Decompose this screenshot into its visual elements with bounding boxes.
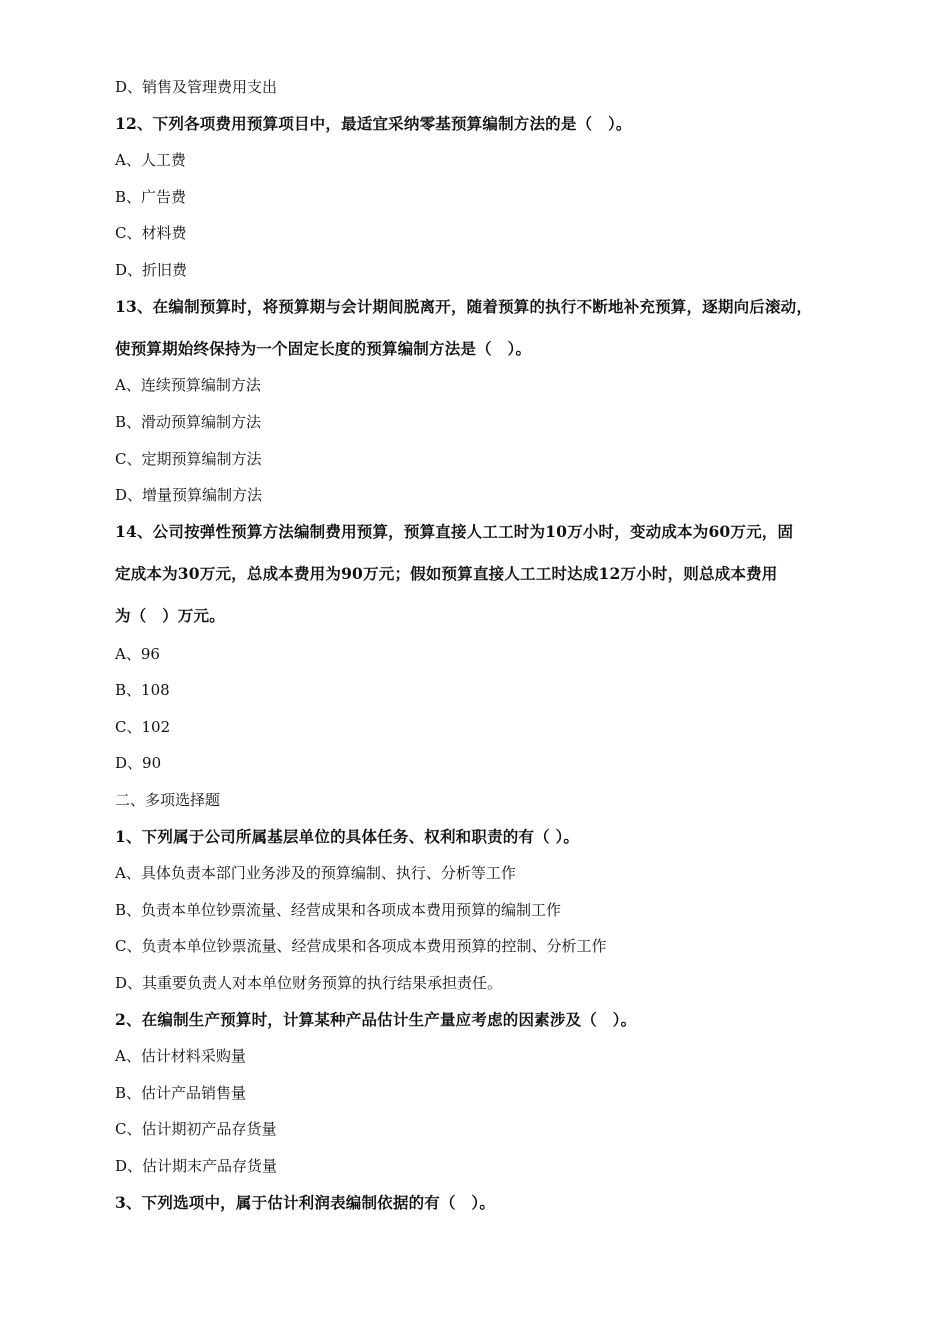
option-line: C、材料费: [115, 224, 187, 242]
option-line: C、估计期初产品存货量: [115, 1120, 277, 1138]
option-line: C、102: [115, 718, 171, 736]
option-line: C、负责本单位钞票流量、经营成果和各项成本费用预算的控制、分析工作: [115, 937, 607, 955]
question-line: 3、下列选项中，属于估计利润表编制依据的有（ ）。: [115, 1193, 496, 1212]
option-line: A、连续预算编制方法: [115, 376, 261, 394]
option-line: D、折旧费: [115, 261, 188, 279]
section-heading: 二、多项选择题: [115, 791, 221, 809]
option-line: B、滑动预算编制方法: [115, 413, 262, 431]
option-line: D、增量预算编制方法: [115, 486, 263, 504]
option-line: D、估计期末产品存货量: [115, 1157, 278, 1175]
option-line: D、90: [115, 754, 162, 772]
option-line: B、广告费: [115, 188, 187, 206]
question-line: 13、在编制预算时，将预算期与会计期间脱离开，随着预算的执行不断地补充预算，逐期向后滚动，: [115, 297, 813, 316]
option-line: B、估计产品销售量: [115, 1084, 247, 1102]
option-line: A、人工费: [115, 151, 186, 169]
question-line: 使预算期始终保持为一个固定长度的预算编制方法是（ ）。: [115, 339, 532, 358]
option-line: C、定期预算编制方法: [115, 450, 262, 468]
question-line: 2、在编制生产预算时，计算某种产品估计生产量应考虑的因素涉及（ ）。: [115, 1010, 637, 1029]
option-line: A、估计材料采购量: [115, 1047, 246, 1065]
question-line: 为（ ）万元。: [115, 606, 225, 625]
question-line: 14、公司按弹性预算方法编制费用预算，预算直接人工工时为10万小时，变动成本为60万元，固: [115, 522, 794, 541]
option-line: B、负责本单位钞票流量、经营成果和各项成本费用预算的编制工作: [115, 901, 562, 919]
option-line: A、具体负责本部门业务涉及的预算编制、执行、分析等工作: [115, 864, 516, 882]
option-line: A、96: [115, 645, 160, 663]
question-line: 定成本为30万元，总成本费用为90万元；假如预算直接人工工时达成12万小时，则总成本费用: [115, 564, 778, 583]
question-line: 1、下列属于公司所属基层单位的具体任务、权利和职责的有（ ）。: [115, 827, 580, 846]
option-line: D、销售及管理费用支出: [115, 78, 278, 96]
option-line: D、其重要负责人对本单位财务预算的执行结果承担责任。: [115, 974, 503, 992]
option-line: B、108: [115, 681, 170, 699]
question-line: 12、下列各项费用预算项目中，最适宜采纳零基预算编制方法的是（ ）。: [115, 114, 632, 133]
